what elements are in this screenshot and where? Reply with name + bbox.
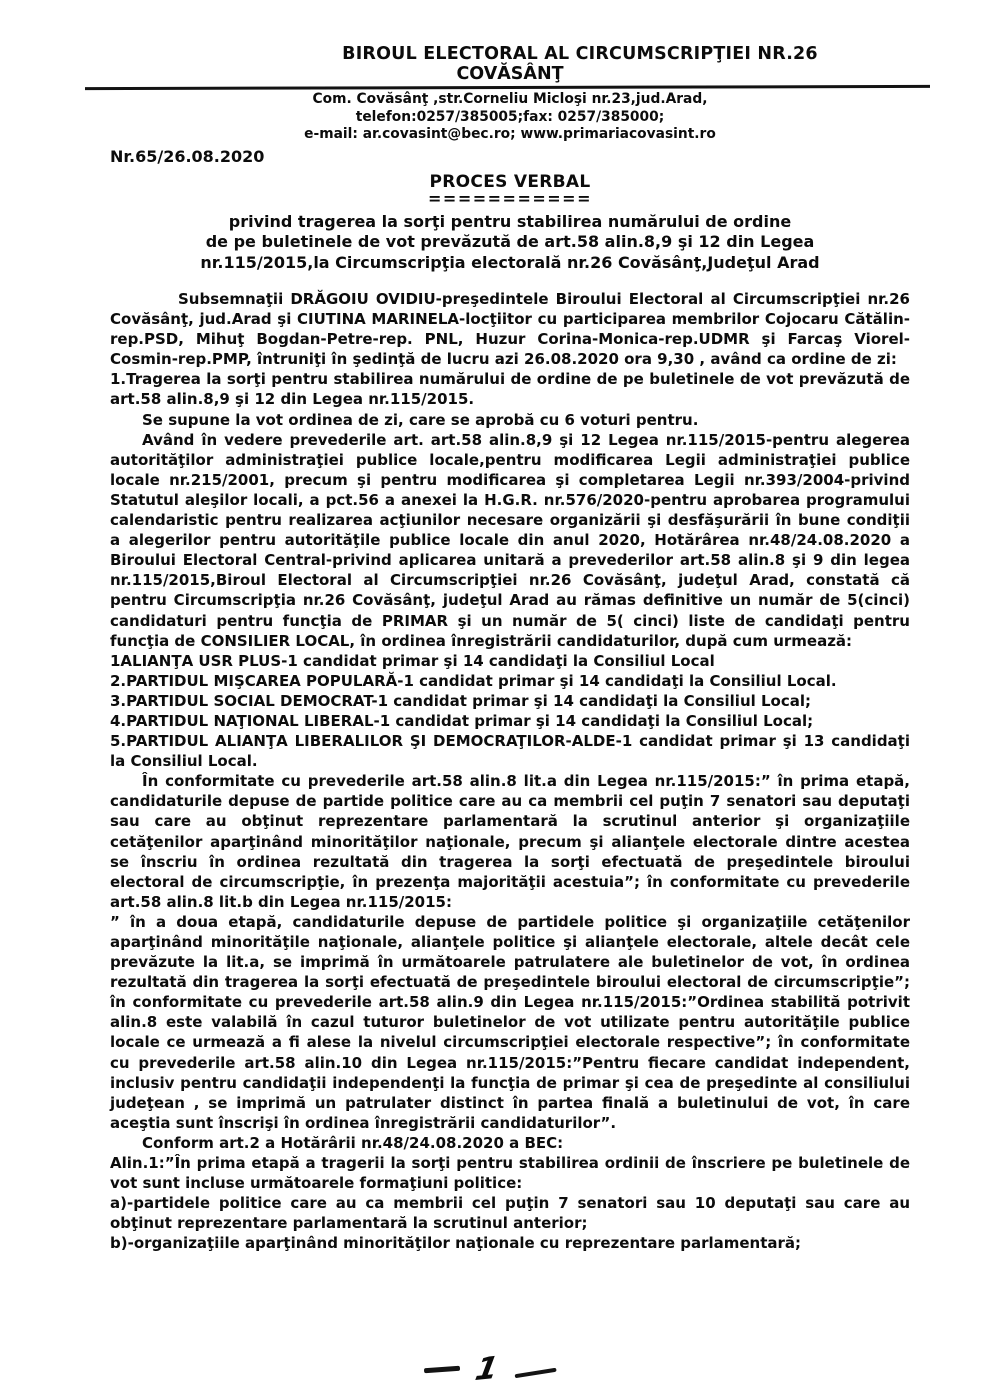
subtitle-line: privind tragerea la sorţi pentru stabilirea numărului de ordine [228, 211, 792, 231]
document-title: PROCES VERBAL [429, 171, 591, 192]
paragraph-point-a: a)-partidele politice care au ca membrii cel puţin 7 senatori sau 10 deputaţi sau care au obţinut reprezentare parlamentară la scrutinul anterior; [110, 1194, 910, 1233]
org-phone-fax: telefon:0257/385005;fax: 0257/385000; [355, 108, 665, 125]
list-item-party-1: 1ALIANŢA USR PLUS-1 candidat primar şi 14 candidaţi la Consiliul Local [110, 651, 715, 670]
paragraph-legal-basis: Având în vedere prevederile art. art.58 alin.8,9 şi 12 Legea nr.115/2015-pentru alegerea autorităţilor administraţiei publice locale,pentru modificarea Legii administraţiei publice locale nr.215/2001, precum şi pentru modificarea şi completarea Legii nr.393/2004-privind Statutul aleşilor locali, a pct.56 a anexei la H.G.R. nr.576/2020-pentru aprobarea programului calendaristic pentru realizarea acţiunilor necesare organizării şi desfăşurării în bune condiţii a alegerilor pentru autorităţile publice locale din anul 2020, Hotărârea nr.48/24.08.2020 a Biroului Electoral Central-privind aplicarea unitară a prevederilor art.58 alin.8 şi 9 din legea nr.115/2015,Biroul Electoral al Circumscripţiei nr.26 Covăsânţ, judeţul Arad, constată că pentru Circumscripţia nr.26 Covăsânţ, judeţul Arad au rămas definitive un număr de 5(cinci) candidaturi pentru funcţia de PRIMAR şi un număr de 5( cinci) liste de candidaţi pentru funcţia de CONSILIER LOCAL, în ordinea înregistrării candidaturilor, după cum urmează: [110, 430, 910, 650]
paragraph-alin1: Alin.1:”În prima etapă a tragerii la sorţi pentru stabilirea ordinii de înscriere pe buletinele de vot sunt incluse următoarele formaţiuni politice: [110, 1154, 910, 1193]
paragraph-point-b: b)-organizaţiile aparţinând minorităţilor naţionale cu reprezentare parlamentară; [110, 1234, 802, 1253]
document-subtitle [110, 212, 910, 274]
list-item-party-5: 5.PARTIDUL ALIANŢA LIBERALILOR ŞI DEMOCRAŢILOR-ALDE-1 candidat primar şi 13 candidaţi la Consiliul Local. [110, 732, 910, 771]
paragraph-conform-art2: Conform art.2 a Hotărârii nr.48/24.08.2020 a BEC: [142, 1133, 564, 1152]
subtitle-line: nr.115/2015,la Circumscripţia electorală nr.26 Covăsânţ,Judeţul Arad [200, 252, 820, 272]
paragraph-agenda-item: 1.Tragerea la sorţi pentru stabilirea numărului de ordine de pe buletinele de vot prevăzută de art.58 alin.8,9 şi 12 din Legea nr.115/2015. [110, 370, 910, 409]
text-column [110, 44, 910, 1254]
list-item-party-4: 4.PARTIDUL NAŢIONAL LIBERAL-1 candidat primar şi 14 candidaţi la Consiliul Local; [110, 711, 814, 730]
page-number-digit: 1 [472, 1349, 502, 1389]
paragraph-vote-result: Se supune la vot ordinea de zi, care se aprobă cu 6 voturi pentru. [142, 410, 699, 429]
org-address: Com. Covăsânţ ,str.Corneliu Micloşi nr.23,jud.Arad, [312, 91, 708, 107]
header-divider-line [85, 85, 930, 90]
list-item-party-3: 3.PARTIDUL SOCIAL DEMOCRAT-1 candidat primar şi 14 candidaţi la Consiliul Local; [110, 691, 812, 710]
document-title-block [110, 173, 910, 274]
org-name-line2: COVĂSÂNŢ [456, 64, 564, 84]
subtitle-line: de pe buletinele de vot prevăzută de art.58 alin.8,9 şi 12 din Legea [205, 232, 815, 251]
handwritten-page-number [90, 1349, 890, 1389]
title-separator: =========== [428, 188, 592, 208]
document-number: Nr.65/26.08.2020 [110, 146, 265, 166]
document-body [110, 289, 910, 1254]
list-item-party-2: 2.PARTIDUL MIŞCAREA POPULARĂ-1 candidat primar şi 14 candidaţi la Consiliul Local. [110, 671, 837, 690]
paragraph-art58-lit-b: ” în a doua etapă, candidaturile depuse de partidele politice şi organizaţiile cetăţenilor aparţinând minorităţile naţionale, alianţele politice şi alianţele electorale, altele decât cele prevăzute la lit.a, se imprimă în următoarele patrulatere ale buletinelor de vot, în ordinea rezultată din tragerea la sorţi efectuată de preşedintele biroului electoral de circumscripţie”; în conformitate cu prevederile art.58 alin.9 din Legea nr.115/2015:”Ordinea stabilită potrivit alin.8 este valabilă în cazul tuturor buletinelor de vot utilizate pentru autorităţile publice locale ce urmează a fi alese la nivelul circumscripţiei electorale respective”; în conformitate cu prevederile art.58 alin.10 din Legea nr.115/2015:”Pentru fiecare candidat independent, inclusiv pentru candidaţii independenţi la funcţia de primar şi cea de preşedinte al consiliului judeţean , se imprimă un patrulater distinct în partea finală a buletinului de vot, în care aceştia sunt înscrişi în ordinea înregistrării candidaturilor”. [110, 912, 910, 1132]
org-name-line1: BIROUL ELECTORAL AL CIRCUMSCRIPŢIEI NR.26 [342, 44, 818, 64]
paragraph-preamble: Subsemnaţii DRĂGOIU OVIDIU-preşedintele Biroului Electoral al Circumscripţiei nr.26 Covăsânţ, jud.Arad şi CIUTINA MARINELA-locţiitor cu participarea membrilor Cojocaru Cătălin-rep.PSD, Mihuţ Bogdan-Petre-rep. PNL, Huzur Corina-Monica-rep.UDMR şi Farcaş Viorel-Cosmin-rep.PMP, întruniţi în şedinţă de lucru azi 26.08.2020 ora 9,30 , având ca ordine de zi: [110, 290, 910, 369]
paragraph-art58-lit-a: În conformitate cu prevederile art.58 alin.8 lit.a din Legea nr.115/2015:” în prima etapă, candidaturile depuse de partide politice care au ca membrii cel puţin 7 senatori sau deputaţi sau care au obţinut reprezentare parlamentară la scrutinul anterior şi organizaţiile cetăţenilor aparţinând minorităţilor naţionale, precum şi alianţele electorale dintre acestea se înscriu în ordinea rezultată din tragerea la sorţi efectuată de preşedintele biroului electoral de circumscripţie, în prezenţa majorităţii acestuia”; în conformitate cu prevederile art.58 alin.8 lit.b din Legea nr.115/2015: [110, 772, 910, 911]
handwritten-dash-right [514, 1368, 556, 1379]
handwritten-dash-left [424, 1365, 460, 1372]
org-email-web: e-mail: ar.covasint@bec.ro; www.primariacovasint.ro [304, 126, 716, 142]
document-header [110, 44, 910, 166]
